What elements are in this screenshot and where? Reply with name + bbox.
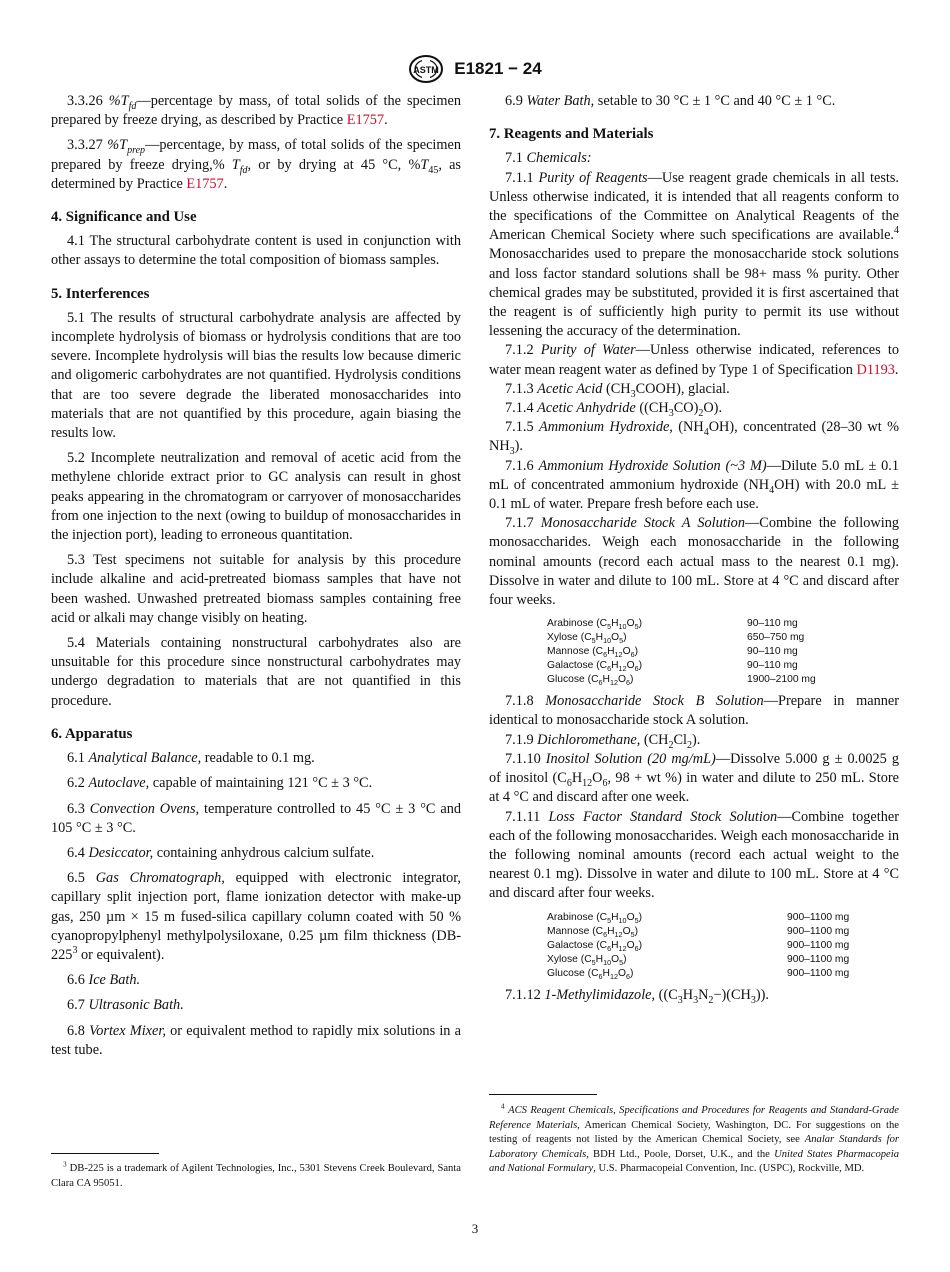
compound-name: Mannose $(C_6H_{12}O_5)$ — [547, 925, 639, 939]
table-row — [547, 645, 816, 659]
stock-a-table — [547, 617, 816, 687]
section-title: 7. Reagents and Materials — [489, 126, 654, 143]
para-7-1: 7.1 Chemicals: — [505, 150, 592, 167]
page-number: 3 — [471, 1221, 479, 1236]
footnote-rule — [51, 1153, 159, 1154]
para-7-1-4: 7.1.4 Acetic Anhydride $((CH_3CO)_2O)$. — [505, 400, 723, 419]
para-3-3-26: 3.3.26 $\%T_{fd}—percentage$ by mass, of total solids of the specimen prepared by freeze drying, as described by Practice E1757. — [51, 93, 461, 129]
compound-name: Xylose $(C_5H_{10}O_5)$ — [547, 953, 627, 967]
para-5-4: 5.4 Materials containing nonstructural carbohydrates also are unsuitable for this procedure since nonstructural carbohydrates may undergo degradation to materials that are not quantified in this procedure. — [51, 635, 461, 709]
para-6-9: 6.9 Water Bath, setable to 30 °C ± 1 °C and 40 °C ± 1 °C. — [505, 93, 836, 109]
nominal-amount: 900–1100 mg — [787, 967, 850, 979]
para-7-1-9: 7.1.9 Dichloromethane, $(CH_2Cl_2)$. — [505, 731, 701, 751]
footnote-rule — [489, 1094, 597, 1095]
para-5-2: 5.2 Incomplete neutralization and removal of acetic acid from the methylene chloride extract prior to GC analysis can result in ghost peaks appearing in the chromatogram or carryover of monosaccharides from one injection to the next (owing to buildup of monosaccharides in the injection port), leading to erroneous quantitation. — [51, 450, 461, 544]
right-column — [489, 92, 899, 1005]
para-4-1: 4.1 The structural carbohydrate content is used in conjunction with other assays to determine the total composition of biomass samples. — [51, 233, 461, 269]
section-title: 6. Apparatus — [51, 725, 133, 742]
table-row — [547, 953, 849, 967]
table-row — [547, 673, 816, 687]
para-5-1: 5.1 The results of structural carbohydrate analysis are affected by incomplete hydrolysis of biomass or hydrolysis conditions that are too severe. Incomplete hydrolysis will bias the results low because dimeric and oligomeric carbohydrates are not quantified. Hydrolysis conditions that are too severe degrade the liberated monosaccharides into materials that are not quantified by this procedure, again biasing the results low. — [51, 309, 461, 442]
table-row — [547, 617, 816, 631]
para-7-1-12: 7.1.12 1-Methylimidazole, $((C_3H_3N_2-)(CH_3))$. — [505, 986, 769, 1006]
table-row — [547, 925, 849, 939]
para-7-1-7: 7.1.7 Monosaccharide Stock A Solution—Combine the following monosaccharides. Weigh each monosaccharide in the following nominal amounts (record each actual mass to the nearest 0.1 mg). Dissolve in water and dilute to 100 mL. Store at 4 °C and discard after four weeks. — [489, 515, 899, 609]
para-7-1-3: 7.1.3 Acetic Acid $(CH_3COOH)$, glacial. — [505, 380, 730, 400]
link-e1757[interactable]: E1757 — [186, 175, 224, 192]
compound-name: Arabinose $(C_5H_{10}O_5)$ — [547, 618, 643, 632]
para-6-1: 6.1 Analytical Balance, readable to 0.1 mg. — [67, 750, 315, 767]
table-row — [547, 631, 816, 645]
svg-text:ASTM: ASTM — [413, 65, 440, 75]
table-row — [547, 939, 849, 953]
para-6-3: 6.3 Convection Ovens, temperature controlled to 45 °C ± 3 °C and 105 °C ± 3 °C. — [51, 800, 461, 836]
nominal-amount: 90–110 mg — [747, 660, 798, 672]
nominal-amount: 900–1100 mg — [787, 911, 850, 923]
page-header — [0, 54, 950, 84]
compound-name: Glucose $(C_6H_{12}O_6)$ — [547, 674, 634, 688]
para-7-1-6: 7.1.6 Ammonium Hydroxide Solution (~3 M)—Dilute 5.0 mL ± 0.1 mL of concentrated ammonium hydroxide $(NH_4OH)$ with 20.0 mL ± 0.1 mL of water. Prepare fresh before each use. — [489, 457, 899, 513]
table-row — [547, 911, 849, 925]
left-column — [51, 92, 461, 1060]
compound-name: Galactose $(C_6H_{12}O_6)$ — [547, 660, 643, 674]
para-6-2: 6.2 Autoclave, capable of maintaining 121 °C ± 3 °C. — [67, 775, 373, 792]
loss-factor-table — [547, 911, 849, 981]
compound-name: Galactose $(C_6H_{12}O_6)$ — [547, 939, 643, 953]
section-title: 5. Interferences — [51, 285, 150, 302]
link-d1193[interactable]: D1193 — [856, 361, 895, 378]
nominal-amount: 1900–2100 mg — [747, 674, 816, 686]
para-7-1-1: 7.1.1 Purity of Reagents—Use reagent grade chemicals in all tests. Unless otherwise indicated, it is intended that all reagents conform to the specifications of the Committee on Analytical Reagents of the American Chemical Society where such specifications are available.$^4$ Monosaccharides used to prepare the monosaccharide stock solutions and loss factor standard solutions shall be 98+ mass % purity. Other chemical grades may be substituted, provided it is first ascertained that the reagent is of sufficiently high purity to permit its use without lessening the accuracy of the determination. — [489, 169, 899, 340]
document-code: E1821 − 24 — [454, 59, 542, 78]
para-3-3-27: 3.3.27 $\%T_{prep}—percentage$, by mass, of total solids of the specimen prepared by freeze drying,% $T_{fd}$, or by drying at 45 °C, $\%T_{45}$, as determined by Practice E1757. — [51, 137, 461, 192]
para-7-1-11: 7.1.11 Loss Factor Standard Stock Solution—Combine together each of the following monosaccharides. Weigh each monosaccharide in the following nominal amounts (record each actual weight to the nearest 0.1 mg). Dissolve in water and dilute to 100 mL. Store at 4 °C and discard after four weeks. — [489, 808, 900, 902]
para-7-1-8: 7.1.8 Monosaccharide Stock B Solution—Prepare in manner identical to monosaccharide stock A solution. — [489, 693, 899, 729]
section-title: 4. Significance and Use — [51, 209, 197, 226]
table-row — [547, 967, 849, 981]
nominal-amount: 90–110 mg — [747, 646, 798, 658]
table-row — [547, 659, 816, 673]
nominal-amount: 90–110 mg — [747, 618, 798, 630]
compound-name: Glucose $(C_6H_{12}O_6)$ — [547, 967, 634, 981]
compound-name: Mannose $(C_6H_{12}O_6)$ — [547, 646, 639, 660]
para-7-1-2: 7.1.2 Purity of Water—Unless otherwise indicated, references to water mean reagent water as defined by Type 1 of Specification D1193. — [489, 342, 899, 378]
nominal-amount: 900–1100 mg — [787, 925, 850, 937]
nominal-amount: 650–750 mg — [747, 632, 805, 644]
footnote-3: $^3$ DB-225 is a trademark of Agilent Technologies, Inc., 5301 Stevens Creek Boulevard, Santa Clara CA 95051. — [51, 1159, 461, 1189]
footnote-4: $^4$ ACS Reagent Chemicals, Specifications and Procedures for Reagents and Standard-Grade Reference Materials, American Chemical Society, Washington, DC. For suggestions on the testing of reagents not listed by the American Chemical Society, see Analar Standards for Laboratory Chemicals, BDH Ltd., Poole, Dorset, U.K., and the United States Pharmacopeia and National Formulary, U.S. Pharmacopeial Convention, Inc. (USPC), Rockville, MD. — [489, 1101, 900, 1175]
para-6-4: 6.4 Desiccator, containing anhydrous calcium sulfate. — [67, 844, 375, 861]
para-7-1-5: 7.1.5 Ammonium Hydroxide, $(NH_4OH)$, concentrated (28–30 wt % $NH_3$). — [489, 419, 899, 458]
para-6-5: 6.5 Gas Chromatograph, equipped with electronic integrator, capillary split injection port, flame ionization detector with make-up gas, 250 µm × 15 m fused-silica capillary column coated with 50 % cyanopropylphenyl methylpolysiloxane, 0.25 µm film thickness ($DB-225^3$ or equivalent). — [51, 870, 461, 963]
nominal-amount: 900–1100 mg — [787, 953, 850, 965]
compound-name: Xylose $(C_5H_{10}O_5)$ — [547, 632, 627, 646]
para-5-3: 5.3 Test specimens not suitable for analysis by this procedure include alkaline and acid-pretreated biomass samples that have not been washed. Unwashed pretreated biomass samples containing free acid or alkali may change visibly on heating. — [51, 552, 461, 626]
para-6-6: 6.6 Ice Bath. — [67, 972, 141, 989]
para-6-7: 6.7 Ultrasonic Bath. — [67, 997, 184, 1014]
compound-name: Arabinose $(C_5H_{10}O_5)$ — [547, 911, 643, 925]
nominal-amount: 900–1100 mg — [787, 939, 850, 951]
para-7-1-10: 7.1.10 Inositol Solution (20 mg/mL)—Dissolve 5.000 g ± 0.0025 g of inositol ($C_6H_{12}O_6$, 98 + wt %) in water and dilute to 250 mL. Store at 4 °C and discard after one week. — [489, 750, 899, 806]
para-6-8: 6.8 Vortex Mixer, or equivalent method to rapidly mix solutions in a test tube. — [51, 1022, 461, 1058]
astm-logo-icon — [408, 54, 444, 84]
link-e1757[interactable]: E1757 — [346, 112, 385, 129]
